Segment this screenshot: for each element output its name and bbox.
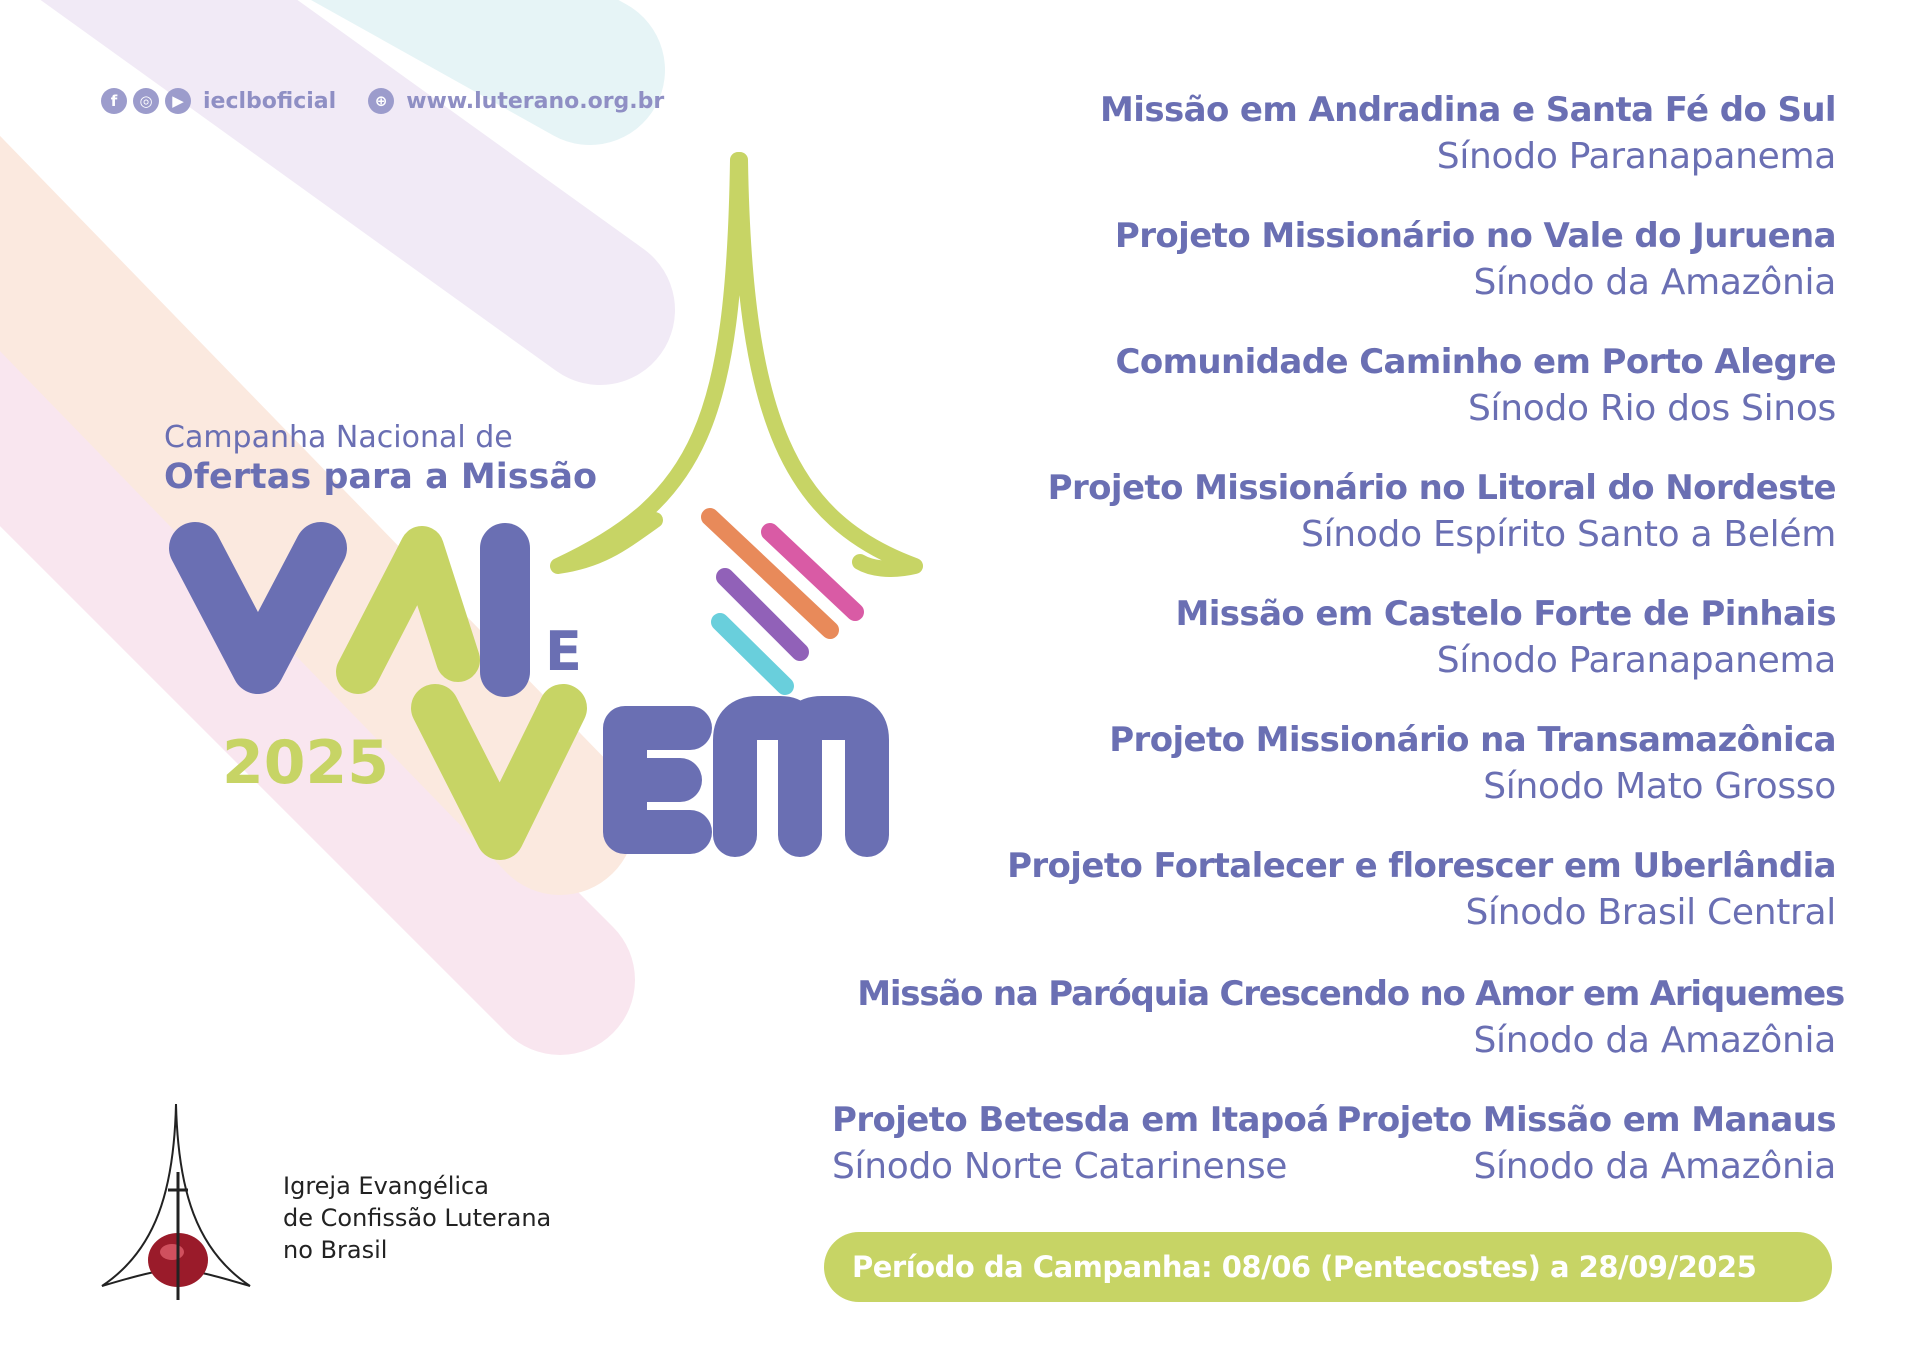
instagram-icon[interactable]: ◎ [133,88,159,114]
letter-v-vai [195,548,321,668]
project-name: Projeto Missionário no Vale do Juruena [1114,216,1836,256]
bar-pink [770,532,855,612]
project-item [1007,846,1836,933]
project-name: Projeto Missão em Manaus [1336,1100,1836,1140]
spire-shape [558,160,915,569]
church-name-line1: Igreja Evangélica [283,1172,489,1200]
project-synod: Sínodo Brasil Central [1465,892,1836,933]
project-name: Projeto Betesda em Itapoá [832,1100,1329,1140]
project-item [832,1100,1329,1187]
church-name-line3: no Brasil [283,1236,388,1264]
project-item [1176,594,1837,681]
project-item [1115,342,1836,429]
project-name: Missão em Castelo Forte de Pinhais [1175,594,1836,634]
letter-e-vem [625,728,690,832]
project-synod: Sínodo Norte Catarinense [832,1146,1288,1187]
project-name: Projeto Fortalecer e florescer em Uberlândia [1007,846,1836,886]
campaign-period-text: Período da Campanha: 08/06 (Pentecostes) a 28/09/2025 [852,1250,1757,1284]
project-synod: Sínodo Mato Grosso [1483,766,1836,807]
campaign-title-line2: Ofertas para a Missão [164,457,598,497]
project-synod: Sínodo Espírito Santo a Belém [1301,514,1836,555]
youtube-icon[interactable]: ▶ [165,88,191,114]
project-name: Missão na Paróquia Crescendo no Amor em Ariquemes [857,974,1844,1014]
letter-m-vem [735,718,867,835]
project-synod: Sínodo da Amazônia [1473,1020,1836,1061]
ieclb-logo [96,1100,256,1312]
project-item [1109,720,1836,807]
website-link[interactable]: www.luterano.org.br [406,88,665,114]
project-synod: Sínodo da Amazônia [1473,1146,1836,1187]
letter-e-small: E [545,620,582,683]
project-name: Comunidade Caminho em Porto Alegre [1115,342,1836,382]
campaign-period-banner [824,1232,1832,1302]
project-name: Projeto Missionário no Litoral do Nordeste [1047,468,1836,508]
project-synod: Sínodo da Amazônia [1473,262,1836,303]
project-synod: Sínodo Rio dos Sinos [1467,388,1836,429]
campaign-year: 2025 [222,728,389,798]
church-name-line2: de Confissão Luterana [283,1204,552,1232]
project-synod: Sínodo Paranapanema [1436,136,1836,177]
project-synod: Sínodo Paranapanema [1436,640,1836,681]
letter-v-vem [435,708,563,836]
project-item [1336,1100,1836,1187]
project-item [857,974,1844,1061]
project-name: Projeto Missionário na Transamazônica [1109,720,1836,760]
project-item [1100,90,1836,177]
campaign-title-line1: Campanha Nacional de [164,420,513,455]
project-name: Missão em Andradina e Santa Fé do Sul [1100,90,1836,130]
letter-a-green [358,548,458,672]
church-name [283,1170,551,1266]
facebook-icon[interactable]: f [101,88,127,114]
project-item [1048,468,1836,555]
globe-icon: ⊕ [368,88,394,114]
project-item [1115,216,1836,303]
social-handle[interactable]: ieclboficial [203,88,337,114]
